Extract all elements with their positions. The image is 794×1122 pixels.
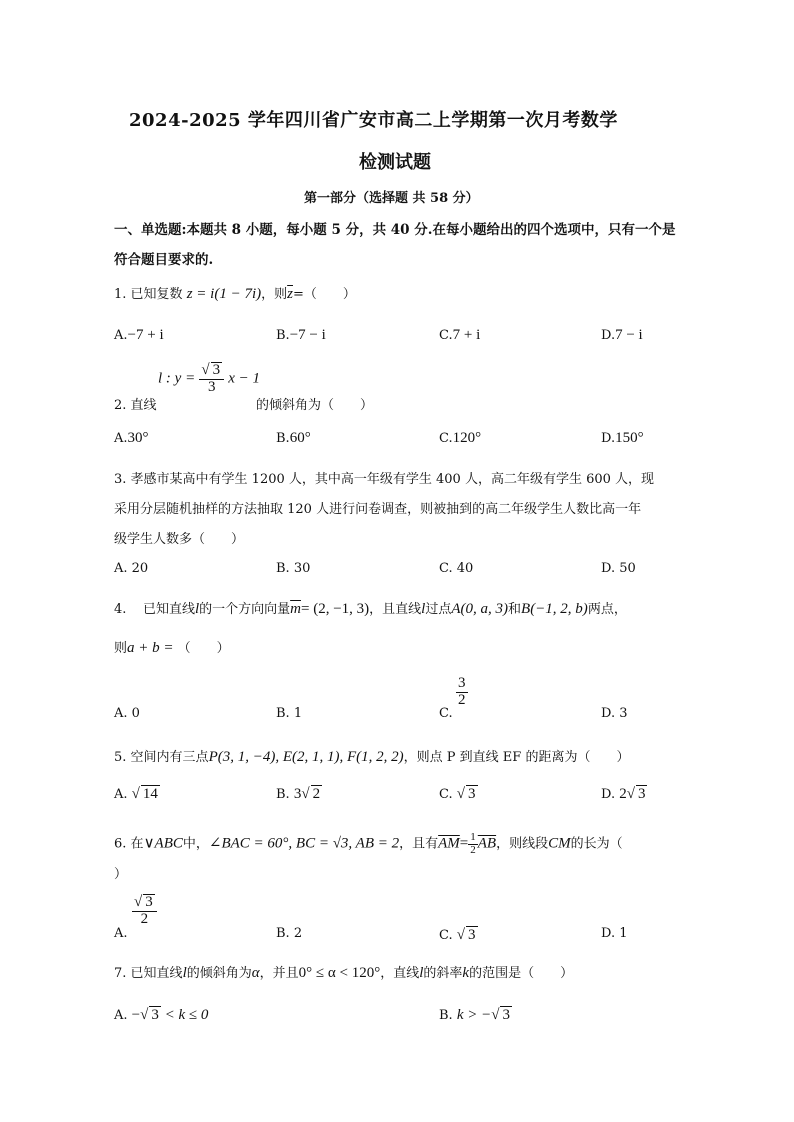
- question-1: [114, 283, 356, 303]
- question-3-line1: 3. 孝感市某高中有学生 1200 人，其中高一年级有学生 400 人，高二年级有学生 600 人，现: [114, 472, 655, 487]
- question-text: 的倾斜角为（ ）: [256, 398, 374, 413]
- q5-option-c: C. √ 3: [439, 786, 476, 802]
- q2-option-c: C.120°: [439, 430, 482, 446]
- q6-option-d: D. 1: [601, 926, 628, 941]
- q3-option-d: D. 50: [601, 561, 636, 576]
- q6-option-a-fraction: $\frac{√ 3}{2}$: [132, 894, 157, 928]
- question-text: =（ ）: [292, 287, 356, 302]
- question-7: 7. 已知直线l的倾斜角为α，并且0° ≤ α < 120°，直线l的斜率k的范围是（ ）: [114, 965, 574, 981]
- q5-option-b: B. 3√ 2: [276, 786, 321, 802]
- exam-title: 2024-2025 学年四川省广安市高二上学期第一次月考数学: [129, 110, 618, 131]
- question-text: 已知复数: [130, 287, 183, 302]
- question-text: ，则: [261, 287, 288, 302]
- line-equation-rhs: x − 1: [228, 370, 260, 387]
- question-3-line2: 采用分层随机抽样的方法抽取 120 人进行问卷调查，则被抽到的高二年级学生人数比高一年: [114, 502, 642, 517]
- question-5: 5. 空间内有三点P(3, 1, −4), E(2, 1, 1), F(1, 2, 2)，则点 P 到直线 EF 的距离为（ ）: [114, 749, 630, 765]
- question-6-line2: ）: [114, 867, 128, 882]
- q6-option-a: A.: [114, 926, 128, 941]
- question-number: 1.: [114, 287, 127, 302]
- q4-option-a: A. 0: [114, 706, 140, 721]
- question-6-line1: 6. 在∨ABC中，∠BAC = 60°, BC = √3, AB = 2，且有$\overline{AM}=$ $\frac{1}{2}$ $\overline{AB}$，则线段CM的长为（: [114, 831, 623, 856]
- q6-option-c: C. √ 3: [439, 927, 476, 943]
- question-4-line1: 4. 已知直线l的一个方向向量$\overline{m}= (2$, −1, 3)，且直线l过点A(0, a, 3)和B(−1, 2, b)两点，: [114, 601, 627, 617]
- q7-option-b: B. k > −√ 3: [439, 1007, 510, 1023]
- q1-option-b: B.−7 − i: [276, 327, 326, 343]
- q4-option-c-fraction: $\frac{3}{2}$: [458, 675, 466, 708]
- section-one-heading-line1: 一、单选题:本题共 8 小题，每小题 5 分，共 40 分.在每小题给出的四个选项中，只有一个是: [114, 222, 676, 238]
- q7-option-a: A. −√ 3 < k ≤ 0: [114, 1007, 209, 1023]
- q1-option-a: A.−7 + i: [114, 327, 164, 343]
- line-equation-lhs: l : y =: [158, 370, 196, 387]
- section-one-heading-line2: 符合题目要求的.: [114, 252, 214, 268]
- question-3-line3: 级学生人数多（ ）: [114, 532, 245, 547]
- q2-option-b: B.60°: [276, 430, 311, 446]
- slope-fraction: $\frac{√ 3}{3}$: [199, 362, 224, 396]
- q5-option-d: D. 2√ 3: [601, 786, 646, 802]
- q1-option-c: C.7 + i: [439, 327, 481, 343]
- q3-option-a: A. 20: [114, 561, 149, 576]
- q5-option-a: A. √ 14: [114, 786, 158, 802]
- exam-page: 2024-2025 学年四川省广安市高二上学期第一次月考数学 检测试题 第一部分（选择题 共 58 分） 一、单选题:本题共 8 小题，每小题 5 分，共 40 分.在每小题给出的四个选项中，只有一个是 符合题目要求的. 1. 已知复数 z = i(1 − 7i)，则$\overline{z}=$（ ） A.−7 + i B.−7 − i C.7 + i D.7 − i 2. 直线 l : y = $\frac{√ 3}{3}$ x − 1 的倾斜角为（ ） A.30° B.60° C.120° D.150° 3. 孝感市某高中有学生 1200 人，其中高一年级有学生 400 人，高二年级有学生 600 人，现 采用分层随机抽样的方法抽取 120 人进行问卷调查，则被抽到的高二年级学生人数比高一年 级学生人数多（ ） A. 20 B. 30 C. 40 D. 50 4. 已知直线l的一个方向向量$\overline{m}= (2$, −1, 3)，且直线l过点A(0, a, 3)和B(−1, 2, b)两点， 则a + b = （ ） A. 0 B. 1 C. $\frac{3}{2}$ D. 3 5. 空间内有三点P(3, 1, −4), E(2, 1, 1), F(1, 2, 2)，则点 P 到直线 EF 的距离为（ ） A. √ 14 B. 3√ 2 C. √ 3 D. 2√ 3 6. 在∨ABC中，∠BAC = 60°, BC = √3, AB = 2，且有$\overline{AM}=$ $\frac{1}{2}$ $\overline{AB}$，则线段CM的长为（ ） A. $\frac{√ 3}{2}$ B. 2 C. √ 3 D. 1 7. 已知直线l的倾斜角为α，并且0° ≤ α < 120°，直线l的斜率k的范围是（ ） A. −√ 3 < k ≤ 0 B. k > −√ 3: [0, 0, 794, 1122]
- q6-option-b: B. 2: [276, 926, 303, 941]
- exam-subtitle: 检测试题: [359, 152, 431, 173]
- q3-option-c: C. 40: [439, 561, 474, 576]
- conjugate-symbol: $\overline{z}$: [287, 286, 293, 302]
- q1-option-d: D.7 − i: [601, 327, 643, 343]
- q2-option-a: A.30°: [114, 430, 149, 446]
- q4-option-b: B. 1: [276, 706, 303, 721]
- q4-option-c: C.: [439, 706, 453, 721]
- q3-option-b: B. 30: [276, 561, 311, 576]
- math-expression: z = i(1 − 7i): [186, 286, 262, 302]
- q2-option-d: D.150°: [601, 430, 644, 446]
- q4-option-d: D. 3: [601, 706, 628, 721]
- part-one-heading: 第一部分（选择题 共 58 分）: [304, 191, 479, 206]
- question-4-line2: 则a + b = （ ）: [114, 640, 230, 656]
